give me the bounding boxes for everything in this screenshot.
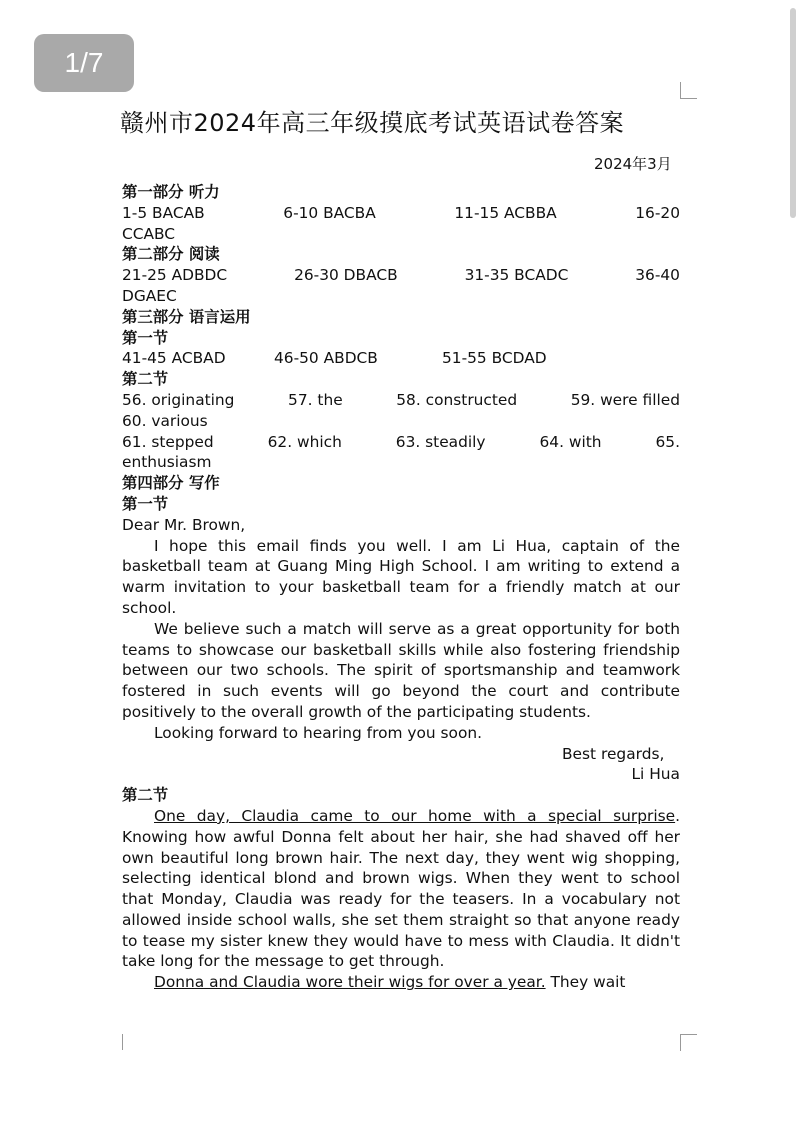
answer-group: 46-50 ABDCB [274,349,378,368]
continuation-paragraph [122,806,680,972]
document-body [122,182,680,993]
answer-row [122,432,680,453]
given-sentence: Donna and Claudia wore their wigs for over a year. [154,973,546,992]
answer-group: 16-20 [635,203,680,222]
subsection-heading: 第一节 [122,494,169,513]
answer-group: 21-25 ADBDC [122,266,228,285]
paragraph-text: . Knowing how awful Donna felt about her hair, she had shaved off her own beautiful long brown hair. The next day, they went wig shopping, selecting identical blond and brown wigs. When they went to school that Monday, Claudia was ready for the teasers. In a vocabulary not allowed inside school walls, she set them straight so that anyone ready to tease my sister knew they would have to mess with Claudia. It didn't take long for the message to get through. [122,806,680,971]
letter-paragraph: We believe such a match will serve as a great opportunity for both teams to showcase our basketball skills while also fostering friendship between our two schools. The spirit of sportsmanship and teamwork fostered in such events will go beyond the court and contribute positively to the overall growth of the participating students. [122,619,680,721]
subsection-heading: 第二节 [122,786,169,805]
answer-row [122,390,680,411]
answer-item: 64. with [539,432,602,451]
page-indicator: 1/7 [34,34,134,92]
answer-item: 59. were filled [570,390,680,409]
answer-group: 41-45 ACBAD [122,349,226,368]
answer-item: 63. steadily [395,432,486,451]
answer-item: 62. which [267,432,342,451]
answer-item: 60. various [122,411,208,430]
page-corner-mark [680,82,697,99]
page-corner-mark [680,1034,697,1051]
answer-group: 11-15 ACBBA [454,203,557,222]
answer-group: 31-35 BCADC [464,266,569,285]
answer-group: 36-40 [635,266,680,285]
answer-group: 1-5 BACAB [122,203,205,222]
answer-row [122,265,680,286]
answer-group: 26-30 DBACB [294,266,398,285]
letter-salutation: Dear Mr. Brown, [122,515,246,534]
answer-item: enthusiasm [122,453,212,472]
letter-paragraph: I hope this email finds you well. I am Li Hua, captain of the basketball team at Guang Ming High School. I am writing to extend a warm invitation to your basketball team for a friendly match at our school. [122,536,680,617]
answer-item: 56. originating [122,390,235,409]
given-sentence: One day, Claudia came to our home with a special surprise [154,806,676,825]
letter-paragraph: Looking forward to hearing from you soon. [154,723,483,742]
subsection-heading: 第二节 [122,370,169,389]
answer-item: 61. stepped [122,432,214,451]
subsection-heading: 第一节 [122,328,169,347]
answer-group: 6-10 BACBA [283,203,376,222]
section-heading: 第四部分 写作 [122,474,220,493]
scrollbar[interactable] [790,8,796,218]
answer-item: 58. constructed [396,390,518,409]
answer-row [122,348,680,369]
answer-group: CCABC [122,224,176,243]
section-heading: 第一部分 听力 [122,183,220,201]
page-corner-mark [106,1034,123,1050]
answer-row [122,203,680,224]
document-date: 2024年3月 [594,155,672,173]
answer-item: 65. [655,432,680,451]
letter-closing: Best regards, [562,744,665,763]
paragraph-text: They wait [545,973,626,992]
letter-signature: Li Hua [631,765,680,784]
answer-group: DGAEC [122,286,177,305]
section-heading: 第二部分 阅读 [122,245,220,264]
document-title: 赣州市2024年高三年级摸底考试英语试卷答案 [120,109,625,137]
continuation-paragraph [122,972,680,993]
answer-item: 57. the [288,390,343,409]
answer-group: 51-55 BCDAD [442,349,547,368]
section-heading: 第三部分 语言运用 [122,307,251,326]
